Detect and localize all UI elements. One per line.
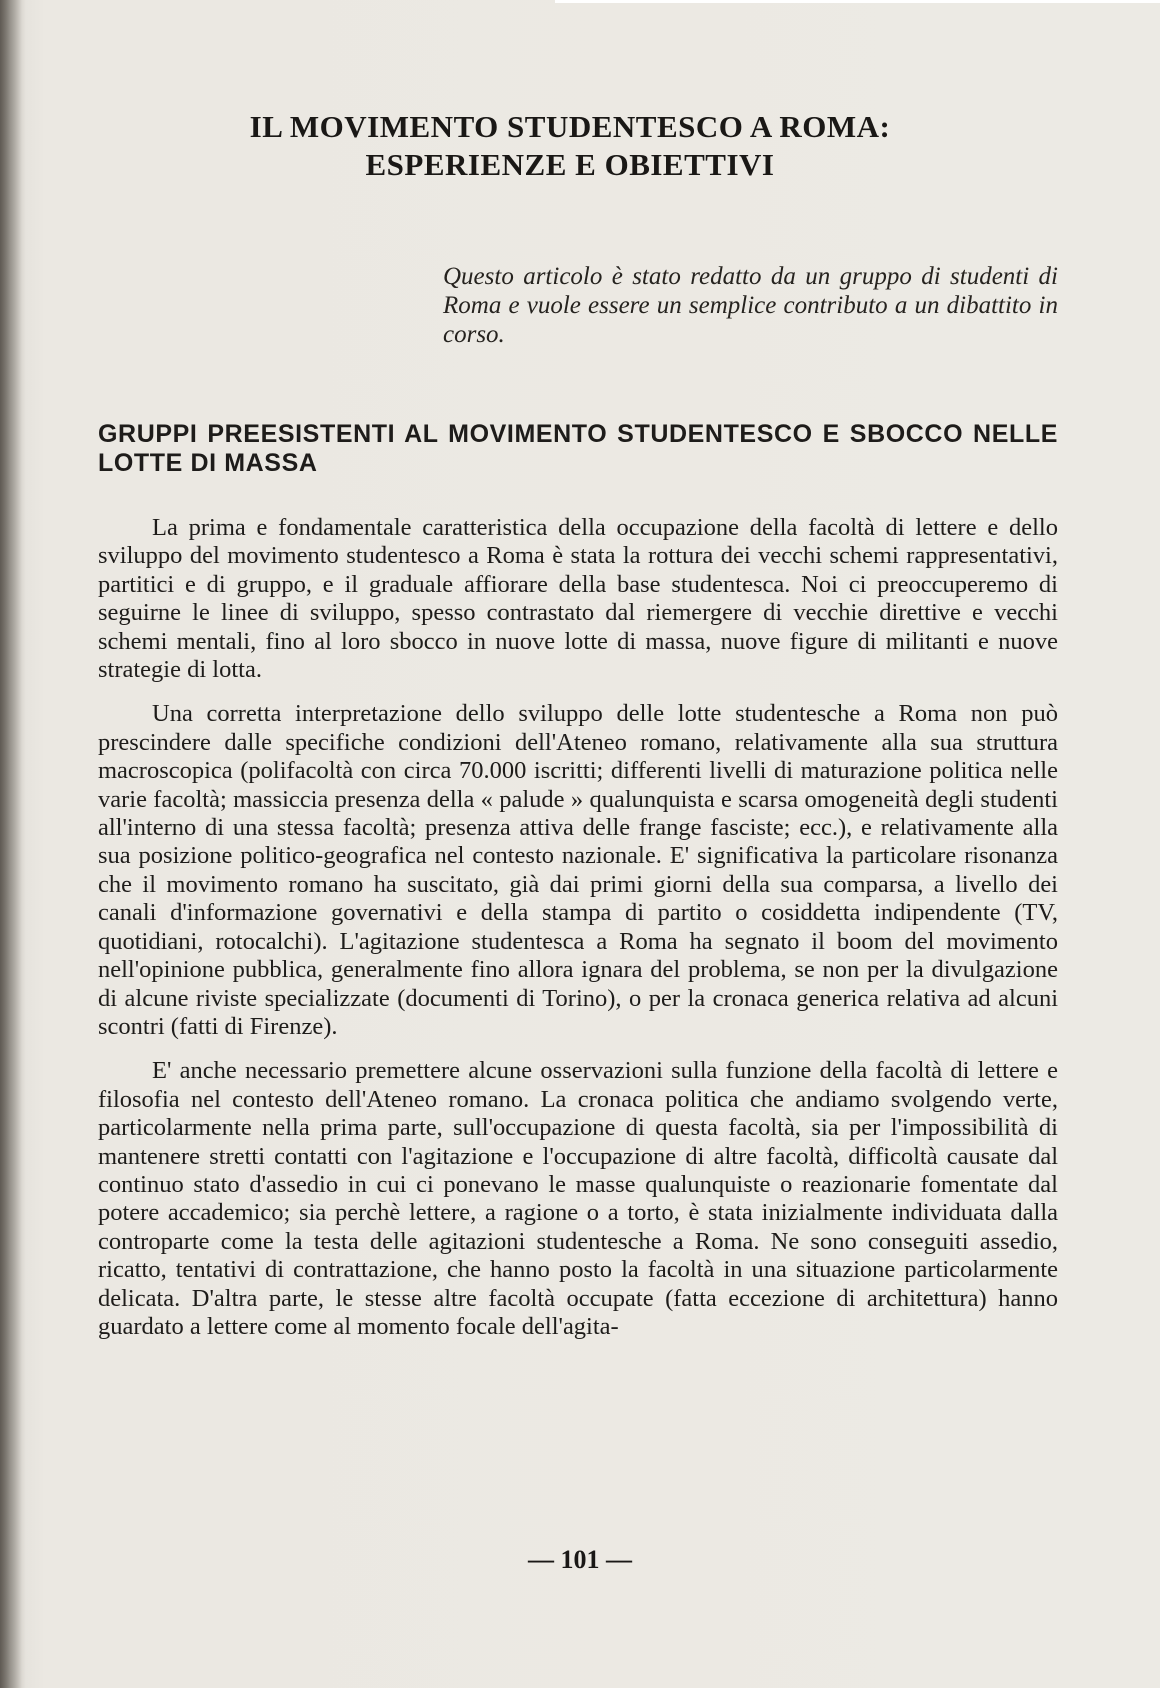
body-paragraph-2: Una corretta interpretazione dello sviluppo delle lotte studentesche a Roma non può prescindere dalle specifiche condizioni dell'Ateneo romano, relativamente alla sua struttura macroscopica (polifacoltà con circa 70.000 iscritti; differenti livelli di maturazione politica nelle varie facoltà; massiccia presenza della « palude » qualunquista e scarsa omogeneità degli studenti all'interno di una stessa facoltà; presenza attiva delle frange fasciste; ecc.), e relativamente alla sua posizione politico-geografica nel contesto nazionale. E' significativa la particolare risonanza che il movimento romano ha suscitato, già dai primi giorni della sua comparsa, a livello dei canali d'informazione governativi e della stampa di partito o cosiddetta indipendente (TV, quotidiani, rotocalchi). L'agitazione studentesca a Roma ha segnato il boom del movimento nell'opinione pubblica, generalmente fino allora ignara del problema, se non per la divulgazione di alcune riviste specializzate (documenti di Torino), o per la cronaca generica relativa ad alcuni scontri (fatti di Firenze).: [98, 700, 1058, 1040]
article-intro-note: Questo articolo è stato redatto da un gruppo di studenti di Roma e vuole essere un semplice contributo a un dibattito in corso.: [443, 263, 1058, 348]
page-top-edge: [555, 0, 1160, 3]
article-title-line-2: ESPERIENZE E OBIETTIVI: [365, 147, 775, 182]
article-body: [98, 514, 1058, 1357]
body-paragraph-3: E' anche necessario premettere alcune osservazioni sulla funzione della facoltà di lettere e filosofia nel contesto dell'Ateneo romano. La cronaca politica che andiamo svolgendo verte, particolarmente nella prima parte, sull'occupazione di questa facoltà, sia per l'impossibilità di mantenere stretti contatti con l'agitazione e l'occupazione di altre facoltà, difficoltà causate dal continuo stato d'assedio in cui ci ponevano le masse qualunquiste o reazionarie fomentate dal potere accademico; sia perchè lettere, a ragione o a torto, è stata inizialmente individuata dalla controparte come la testa delle agitazioni studentesche a Roma. Ne sono conseguiti assedio, ricatto, tentativi di contrattazione, che hanno posto la facoltà in una situazione particolarmente delicata. D'altra parte, le stesse altre facoltà occupate (fatta eccezione di architettura) hanno guardato a lettere come al momento focale dell'agita-: [98, 1057, 1058, 1340]
binding-shadow: [0, 0, 22, 1688]
body-paragraph-1: La prima e fondamentale caratteristica della occupazione della facoltà di lettere e dello sviluppo del movimento studentesco a Roma è stata la rottura dei vecchi schemi rappresentativi, partitici e di gruppo, e il graduale affiorare della base studentesca. Noi ci preoccuperemo di seguirne le linee di sviluppo, spesso contrastato dal riemergere di vecchie direttive e vecchi schemi mentali, fino al loro sbocco in nuove lotte di massa, nuove figure di militanti e nuove strategie di lotta.: [98, 514, 1058, 684]
page-number: — 101 —: [528, 1545, 632, 1574]
article-title-line-1: IL MOVIMENTO STUDENTESCO A ROMA:: [249, 109, 891, 144]
section-heading: GRUPPI PREESISTENTI AL MOVIMENTO STUDENTESCO E SBOCCO NELLE LOTTE DI MASSA: [98, 420, 1058, 477]
